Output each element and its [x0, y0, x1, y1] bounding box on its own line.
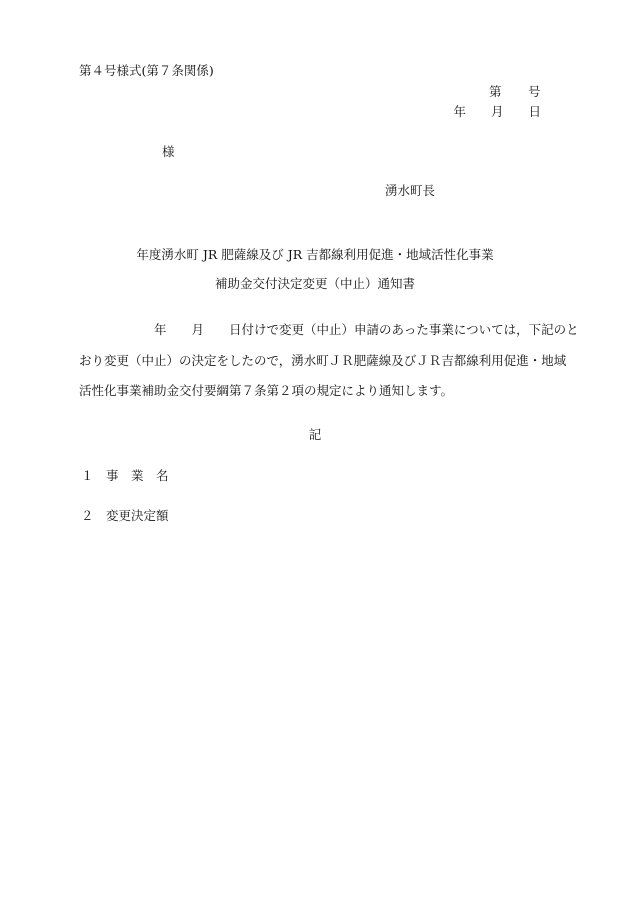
addressee: 様 — [162, 144, 175, 159]
form-number: 第４号様式(第７条関係) — [79, 63, 214, 78]
document-title-line-1: 年度湧水町 JR 肥薩線及び JR 吉都線利用促進・地域活性化事業 — [136, 247, 494, 262]
document-date: 年 月 日 — [453, 104, 541, 119]
body-text-line-3: 活性化事業補助金交付要綱第７条第２項の規定により通知します。 — [79, 383, 454, 398]
issuer: 湧水町長 — [385, 183, 436, 198]
document-number: 第 号 — [488, 84, 541, 99]
list-item-change-amount: ２ 変更決定額 — [81, 508, 169, 523]
list-item-project-name: １ 事 業 名 — [81, 468, 169, 483]
ki-heading: 記 — [308, 427, 322, 442]
body-text-line-2: おり変更（中止）の決定をしたので，湧水町ＪＲ肥薩線及びＪＲ吉都線利用促進・地域 — [79, 353, 567, 368]
body-text-line-1: 年 月 日付けで変更（中止）申請のあった事業については，下記のと — [79, 322, 579, 337]
document-title-line-2: 補助金交付決定変更（中止）通知書 — [214, 276, 415, 291]
